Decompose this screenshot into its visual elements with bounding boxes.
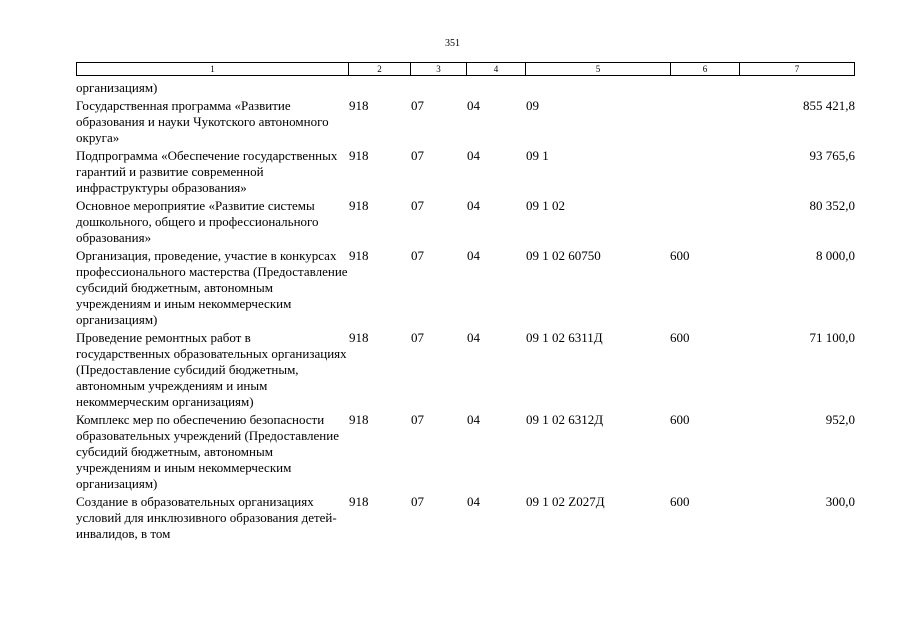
- table-row: [76, 494, 855, 542]
- table-row: [76, 98, 855, 146]
- row-col4: 04: [467, 98, 480, 113]
- row-col6: 600: [670, 330, 690, 345]
- row-col4: 04: [467, 412, 480, 427]
- header-cell-1: 1: [77, 63, 349, 75]
- row-col6: 600: [670, 494, 690, 509]
- table-row: [76, 80, 855, 96]
- page-number: 351: [445, 38, 460, 49]
- row-col3: 07: [411, 494, 424, 509]
- row-col3: 07: [411, 412, 424, 427]
- row-col7: 93 765,6: [809, 148, 855, 163]
- row-col7: 855 421,8: [803, 98, 855, 113]
- row-col5: 09 1 02 6312Д: [526, 412, 604, 427]
- row-name: организациям): [76, 80, 158, 95]
- header-cell-4: 4: [467, 63, 526, 75]
- row-col4: 04: [467, 148, 480, 163]
- row-col7: 952,0: [825, 412, 855, 427]
- row-name: Создание в образовательных организациях условий для инклюзивного образования детей-инвалидов, в том: [76, 494, 337, 541]
- row-col2: 918: [349, 198, 369, 213]
- row-col5: 09 1 02 60750: [526, 248, 601, 263]
- table-header: [76, 62, 855, 76]
- table-row: [76, 330, 855, 410]
- header-cell-3: 3: [411, 63, 467, 75]
- row-col7: 300,0: [825, 494, 855, 509]
- table-row: [76, 198, 855, 246]
- row-col3: 07: [411, 198, 424, 213]
- row-col7: 71 100,0: [809, 330, 855, 345]
- header-cell-5: 5: [526, 63, 671, 75]
- row-col2: 918: [349, 412, 369, 427]
- row-col4: 04: [467, 198, 480, 213]
- row-col5: 09: [526, 98, 539, 113]
- row-col5: 09 1 02: [526, 198, 565, 213]
- row-col3: 07: [411, 98, 424, 113]
- row-col7: 8 000,0: [816, 248, 855, 263]
- row-col7: 80 352,0: [809, 198, 855, 213]
- row-col2: 918: [349, 248, 369, 263]
- row-col2: 918: [349, 330, 369, 345]
- header-cell-7: 7: [794, 64, 800, 74]
- row-col2: 918: [349, 494, 369, 509]
- row-name: Основное мероприятие «Развитие системы дошкольного, общего и профессионального образования»: [76, 198, 319, 245]
- row-col6: 600: [670, 248, 690, 263]
- table-row: [76, 148, 855, 196]
- row-col3: 07: [411, 248, 424, 263]
- row-col5: 09 1 02 6311Д: [526, 330, 603, 345]
- row-name: Организация, проведение, участие в конкурсах профессионального мастерства (Предоставление субсидий бюджетным, автономным учреждениям и иным некоммерческим организациям): [76, 248, 348, 327]
- table-row: [76, 412, 855, 492]
- row-col4: 04: [467, 330, 480, 345]
- header-cell-6: 6: [671, 63, 740, 75]
- row-name: Комплекс мер по обеспечению безопасности образовательных учреждений (Предоставление субсидий бюджетным, автономным учреждениям и иным некоммерческим организациям): [76, 412, 339, 491]
- table-row: [76, 248, 855, 328]
- row-col3: 07: [411, 330, 424, 345]
- row-col4: 04: [467, 494, 480, 509]
- row-col4: 04: [467, 248, 480, 263]
- row-name: Подпрограмма «Обеспечение государственных гарантий и развитие современной инфраструктуры образования»: [76, 148, 338, 195]
- row-col3: 07: [411, 148, 424, 163]
- row-col5: 09 1: [526, 148, 549, 163]
- row-name: Проведение ремонтных работ в государственных образовательных организациях (Предоставление субсидий бюджетным, автономным учреждениям и иным некоммерческим организациям): [76, 330, 347, 409]
- row-col6: 600: [670, 412, 690, 427]
- row-col2: 918: [349, 148, 369, 163]
- header-cell-2: 2: [349, 63, 411, 75]
- row-col5: 09 1 02 Z027Д: [526, 494, 605, 509]
- row-col2: 918: [349, 98, 369, 113]
- row-name: Государственная программа «Развитие образования и науки Чукотского автономного округа»: [76, 98, 329, 145]
- table-body: [76, 80, 855, 542]
